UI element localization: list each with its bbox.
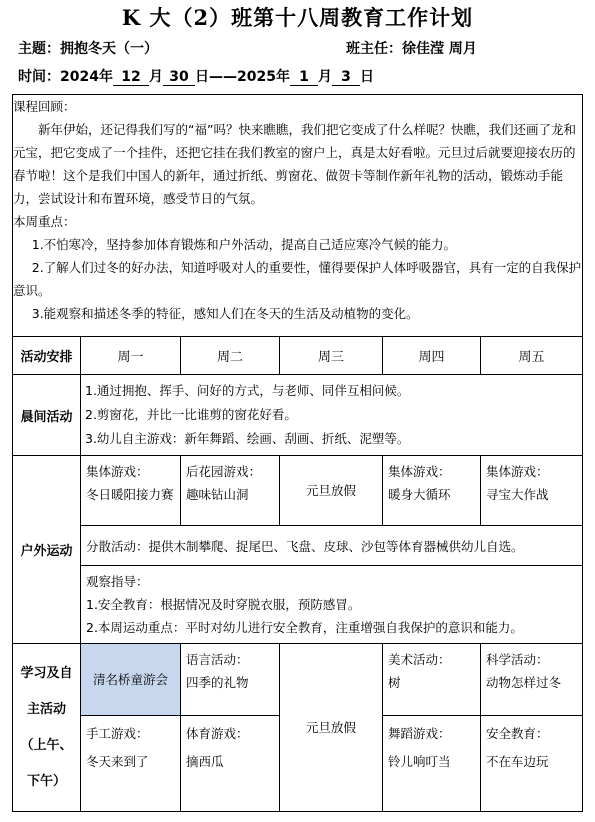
outdoor-tue-title: 后花园游戏：: [186, 464, 262, 479]
teacher-label: 班主任：: [346, 41, 402, 57]
guidance-heading: 观察指导：: [86, 574, 149, 589]
study-mon-2-body: 冬天来到了: [86, 754, 149, 769]
outdoor-free-play: 分散活动：提供木制攀爬、捉尾巴、飞盘、皮球、沙包等体育器械供幼儿自选。: [81, 526, 583, 566]
study-label-line-4: 下午）: [26, 773, 66, 789]
morning-activities: [81, 375, 583, 456]
focus-item-2: 2.了解人们过冬的好办法，知道呼吸对人的重要性，懂得要保护人体呼吸器官，具有一定的自我保护意识。: [13, 260, 582, 298]
study-mon-2: [81, 716, 181, 812]
study-mon-1: 清名桥童游会: [81, 644, 181, 716]
study-tue-2-body: 摘西瓜: [186, 754, 224, 769]
study-tue-2-title: 体育游戏：: [186, 726, 249, 741]
morning-item-2: 2.剪窗花，并比一比谁剪的窗花好看。: [85, 407, 297, 422]
outdoor-thu: [383, 456, 481, 526]
teacher-value: 徐佳滢 周月: [402, 41, 477, 57]
study-fri-2-title: 安全教育：: [486, 726, 549, 741]
study-label-line-2: 主活动: [26, 701, 66, 717]
month-char-1: 月: [148, 69, 163, 85]
day-char-2: 日: [359, 69, 374, 85]
time-label: 时间：: [18, 69, 60, 85]
outdoor-tue: [181, 456, 280, 526]
review-text: 新年伊始，还记得我们写的“福”吗？快来瞧瞧，我们把它变成了什么样呢？快瞧，我们还画了龙和元宝，把它变成了一个挂件，还把它挂在我们教室的窗户上，真是太好看啦。元旦过后就要迎接农历的春节啦！这个是我们中国人的新年，通过折纸、剪窗花、做贺卡等制作新年礼物的活动，锻炼动手能力，尝试设计和布置环境，感受节日的气氛。: [13, 122, 576, 206]
header-thu: 周四: [383, 337, 481, 375]
outdoor-guidance: [81, 566, 583, 644]
outdoor-fri: [481, 456, 583, 526]
start-month: 12: [113, 69, 149, 86]
study-wed: 元旦放假: [280, 644, 383, 812]
outdoor-fri-title: 集体游戏：: [486, 464, 549, 479]
study-tue-1: [181, 644, 280, 716]
study-fri-2: [481, 716, 583, 812]
outdoor-label: 户外运动: [13, 456, 81, 644]
theme-value: 拥抱冬天（一）: [60, 41, 158, 57]
study-label: [13, 644, 81, 812]
outdoor-mon-body: 冬日暖阳接力赛: [86, 487, 174, 502]
outdoor-thu-title: 集体游戏：: [388, 464, 451, 479]
date-separator: ——: [208, 69, 237, 85]
study-tue-1-body: 四季的礼物: [186, 675, 249, 690]
morning-item-3: 3.幼儿自主游戏：新年舞蹈、绘画、刮画、折纸、泥塑等。: [85, 431, 410, 446]
year-char-1: 年: [98, 69, 113, 85]
morning-label: 晨间活动: [13, 375, 81, 456]
study-thu-1: [383, 644, 481, 716]
plan-table: [12, 94, 583, 812]
study-fri-1-body: 动物怎样过冬: [486, 675, 562, 690]
start-year: 2024: [60, 69, 99, 85]
guidance-item-1: 1.安全教育：根据情况及时穿脱衣服，预防感冒。: [86, 597, 361, 612]
review-section: [13, 95, 583, 337]
study-mon-2-title: 手工游戏：: [86, 726, 149, 741]
outdoor-mon: [81, 456, 181, 526]
end-day: 3: [332, 69, 360, 86]
focus-item-1: 1.不怕寒冷，坚持参加体育锻炼和户外活动，提高自己适应寒冷气候的能力。: [31, 237, 457, 252]
focus-item-3: 3.能观察和描述冬季的特征，感知人们在冬天的生活及动植物的变化。: [31, 306, 419, 321]
page-title: K 大（2）班第十八周教育工作计划: [121, 5, 474, 30]
theme-label: 主题：: [18, 41, 60, 57]
month-char-2: 月: [317, 69, 332, 85]
study-label-line-3: （上午、: [20, 737, 73, 753]
outdoor-thu-body: 暖身大循环: [388, 487, 451, 502]
focus-heading: 本周重点：: [13, 214, 76, 229]
review-heading: 课程回顾：: [13, 99, 76, 114]
theme-line: [18, 38, 158, 58]
study-fri-1: [481, 644, 583, 716]
day-char-1: 日: [194, 69, 209, 85]
outdoor-wed: 元旦放假: [280, 456, 383, 526]
time-line: [18, 66, 374, 86]
outdoor-tue-body: 趣味钻山洞: [186, 487, 249, 502]
header-activity-label: 活动安排: [13, 337, 81, 375]
header-fri: 周五: [481, 337, 583, 375]
end-month: 1: [290, 69, 318, 86]
guidance-item-2: 2.本周运动重点：平时对幼儿进行安全教育，注重增强自我保护的意识和能力。: [86, 620, 523, 635]
study-thu-1-body: 树: [388, 675, 401, 690]
teacher-line: [346, 38, 477, 58]
study-thu-2: [383, 716, 481, 812]
study-thu-2-body: 铃儿响叮当: [388, 754, 451, 769]
start-day: 30: [163, 69, 195, 86]
end-year: 2025: [236, 69, 276, 85]
study-label-line-1: 学习及自: [20, 665, 73, 681]
outdoor-mon-title: 集体游戏：: [86, 464, 149, 479]
morning-item-1: 1.通过拥抱、挥手、问好的方式，与老师、同伴互相问候。: [85, 383, 410, 398]
study-thu-1-title: 美术活动：: [388, 652, 451, 667]
study-thu-2-title: 舞蹈游戏：: [388, 726, 451, 741]
outdoor-fri-body: 寻宝大作战: [486, 487, 549, 502]
study-fri-1-title: 科学活动：: [486, 652, 549, 667]
study-tue-2: [181, 716, 280, 812]
year-char-2: 年: [275, 69, 290, 85]
header-tue: 周二: [181, 337, 280, 375]
header-mon: 周一: [81, 337, 181, 375]
header-wed: 周三: [280, 337, 383, 375]
study-tue-1-title: 语言活动：: [186, 652, 249, 667]
study-fri-2-body: 不在车边玩: [486, 754, 549, 769]
